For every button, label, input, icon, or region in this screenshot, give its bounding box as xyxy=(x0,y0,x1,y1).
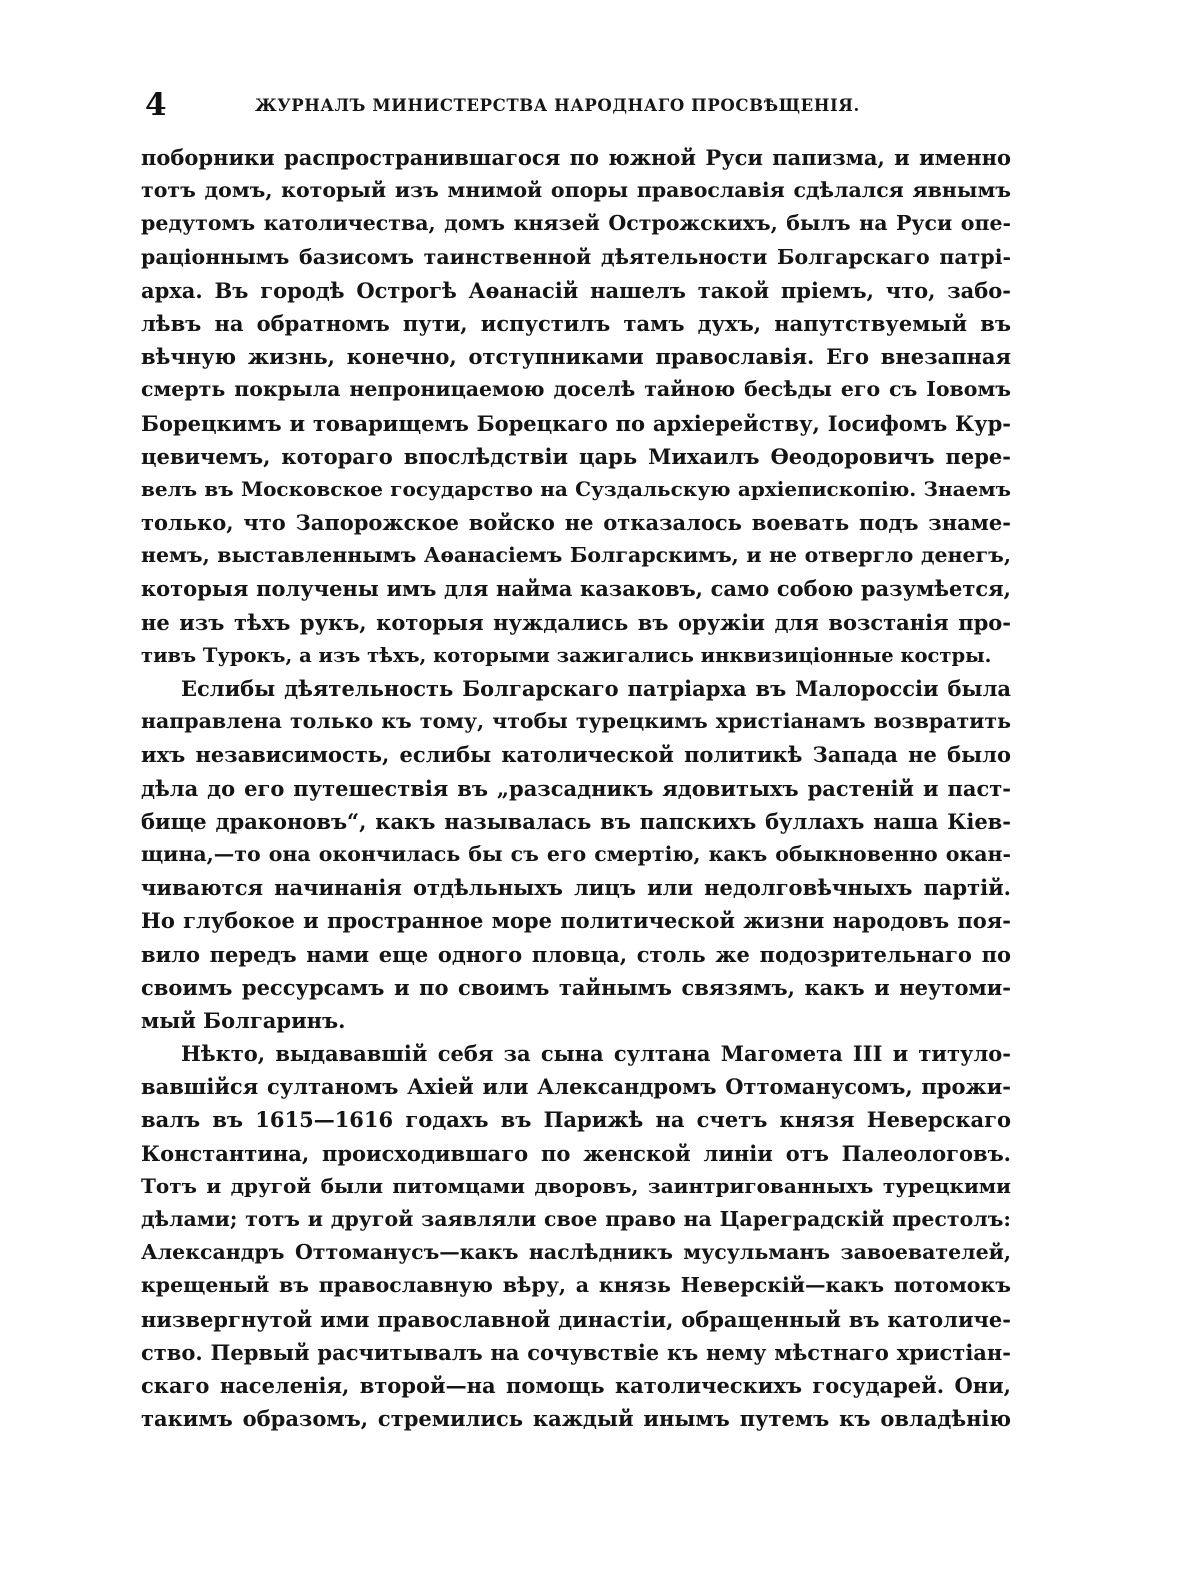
text-line: немъ, выставленнымъ Аѳанасіемъ Болгарскимъ, и не отвергло денегъ, xyxy=(141,543,1011,568)
text-line: редутомъ католичества, домъ князей Острожскихъ, былъ на Руси опе- xyxy=(141,211,1011,236)
text-line: Борецкимъ и товарищемъ Борецкаго по архіерейству, Іосифомъ Кур- xyxy=(141,410,1011,436)
text-line: ихъ независимость, еслибы католической политикѣ Запада не было xyxy=(141,742,1011,768)
text-line: мый Болгаринъ. xyxy=(141,1007,346,1033)
text-line: тотъ домъ, который изъ мнимой опоры православія сдѣлался явнымъ xyxy=(141,178,1011,203)
text-line: не изъ тѣхъ рукъ, которыя нуждались въ оружіи для возстанія про- xyxy=(141,609,1011,635)
text-line: вавшійся султаномъ Ахіей или Александромъ Оттоманусомъ, прожи- xyxy=(141,1074,1011,1100)
text-line: цевичемъ, котораго впослѣдствіи царь Михаилъ Ѳеодоровичъ пере- xyxy=(141,443,1011,469)
text-line: щина,—то она окончилась бы съ его смертію, какъ обыкновенно окан- xyxy=(141,841,1011,866)
text-line: смерть покрыла непроницаемою доселѣ тайною бесѣды его съ Іовомъ xyxy=(141,377,1011,402)
text-line: Еслибы дѣятельность Болгарскаго патріарха въ Малороссіи была xyxy=(181,676,1011,701)
running-head xyxy=(145,88,1011,128)
text-line: такимъ образомъ, стремились каждый инымъ путемъ къ овладѣнію xyxy=(141,1406,1011,1432)
journal-title: ЖУРНАЛЪ МИНИСТЕРСТВА НАРОДНАГО ПРОСВѢЩЕНІЯ. xyxy=(255,96,860,115)
text-line: бище драконовъ“, какъ называлась въ папскихъ буллахъ наша Кіев- xyxy=(141,808,1011,834)
text-line: валъ въ 1615—1616 годахъ въ Парижѣ на счетъ князя Неверскаго xyxy=(141,1107,1011,1133)
text-line: Тотъ и другой были питомцами дворовъ, заинтригованныхъ турецкими xyxy=(141,1173,1011,1198)
text-line: которыя получены имъ для найма казаковъ, само собою разумѣется, xyxy=(141,576,1011,602)
text-line: низвергнутой ими православной династіи, обращенный въ католиче- xyxy=(141,1306,1011,1332)
text-line: крещеный въ православную вѣру, а князь Неверскій—какъ потомокъ xyxy=(141,1273,1011,1298)
page-number: 4 xyxy=(145,87,167,123)
text-line: только, что Запорожское войско не отказалось воевать подъ знаме- xyxy=(141,510,1011,536)
paragraph-2 xyxy=(141,672,1011,1037)
text-line: ство. Первый расчитывалъ на сочувствіе къ нему мѣстнаго христіан- xyxy=(141,1339,1011,1365)
text-line: скаго населенія, второй—на помощь католическихъ государей. Они, xyxy=(141,1372,1011,1398)
body-text xyxy=(141,141,1011,1435)
text-line: лѣвъ на обратномъ пути, испустилъ тамъ духъ, напутствуемый въ xyxy=(141,310,1011,336)
text-line: Но глубокое и пространное море политической жизни народовъ поя- xyxy=(141,908,1011,934)
text-line: раціоннымъ базисомъ таинственной дѣятельности Болгарскаго патрі- xyxy=(141,244,1011,269)
text-line: своимъ рессурсамъ и по своимъ тайнымъ связямъ, какъ и неутоми- xyxy=(141,974,1011,1000)
text-line: дѣла до его путешествія въ „разсадникъ ядовитыхъ растеній и паст- xyxy=(141,775,1011,801)
text-line: Александръ Оттоманусъ—какъ наслѣдникъ мусульманъ завоевателей, xyxy=(141,1240,1011,1265)
text-line: тивъ Турокъ, а изъ тѣхъ, которыми зажигались инквизиціонные костры. xyxy=(141,643,992,667)
text-line: дѣлами; тотъ и другой заявляли свое право на Цареградскій престолъ: xyxy=(141,1207,1011,1231)
text-line: Нѣкто, выдававшій себя за сына султана Магомета III и титуло- xyxy=(181,1041,1011,1067)
text-line: Константина, происходившаго по женской линіи отъ Палеологовъ. xyxy=(141,1140,1011,1166)
text-line: велъ въ Московское государство на Суздальскую архіепископію. Знаемъ xyxy=(141,476,1011,501)
paragraph-1 xyxy=(141,141,1011,672)
text-line: вѣчную жизнь, конечно, отступниками православія. Его внезапная xyxy=(141,344,1011,370)
text-line: арха. Въ городѣ Острогѣ Аѳанасій нашелъ такой пріемъ, что, забо- xyxy=(141,277,1011,303)
text-line: чиваются начинанія отдѣльныхъ лицъ или недолговѣчныхъ партій. xyxy=(141,875,1011,901)
text-line: поборники распространившагося по южной Руси папизма, и именно xyxy=(141,145,1011,170)
text-line: вило передъ нами еще одного пловца, столь же подозрительнаго по xyxy=(141,941,1011,967)
paragraph-3 xyxy=(141,1037,1011,1435)
text-line: направлена только къ тому, чтобы турецкимъ христіанамъ возвратить xyxy=(141,709,1011,734)
